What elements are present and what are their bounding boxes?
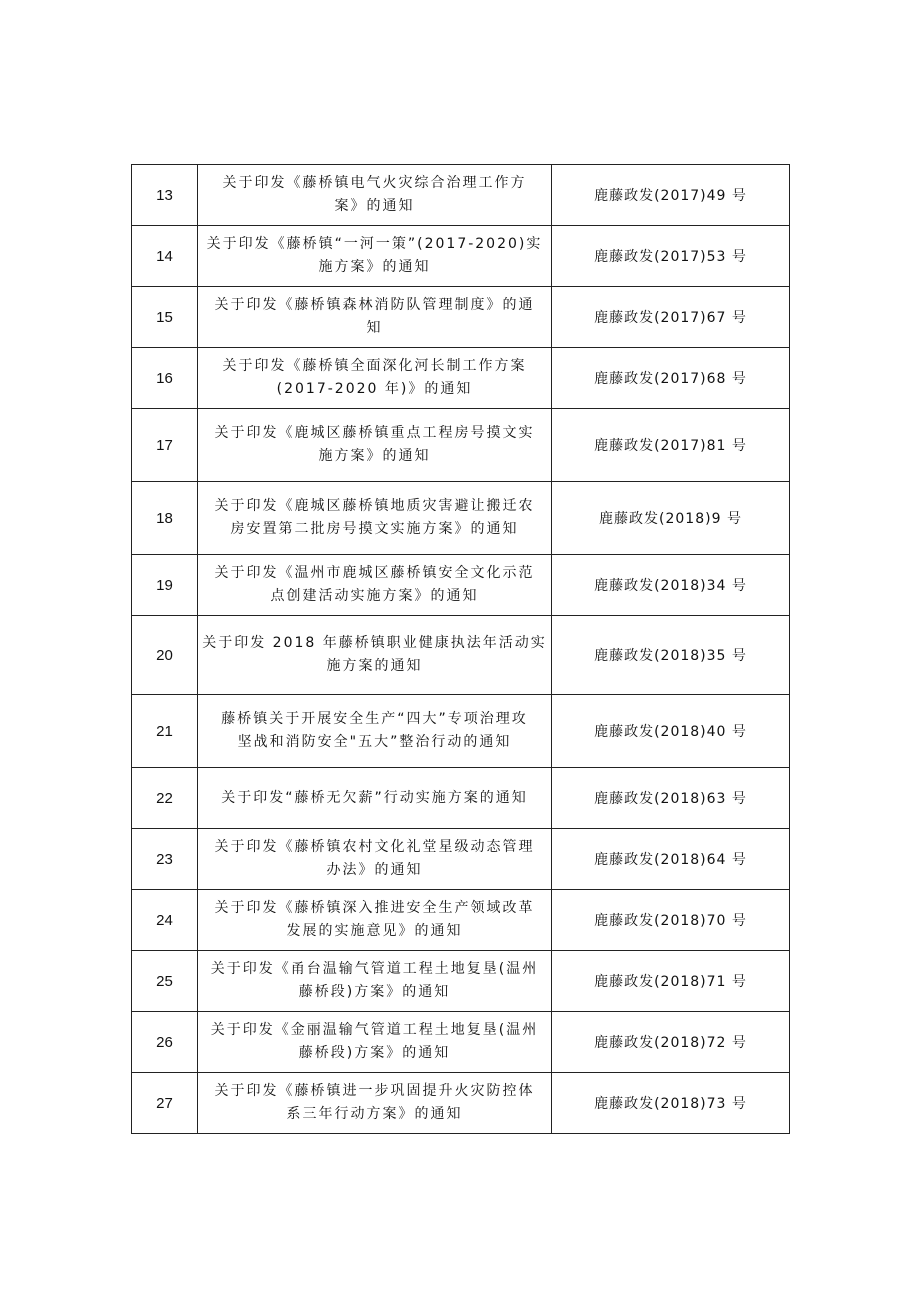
notice-title-line: 关于印发《藤桥镇电气火灾综合治理工作方 [222,175,527,191]
notice-title-line: 关于印发《藤桥镇进一步巩固提升火灾防控体 [214,1083,535,1099]
document-number: 鹿藤政发(2018)9 号 [552,482,790,555]
row-number: 21 [132,695,198,768]
table-row [132,616,790,695]
notice-title-line: 点创建活动实施方案》的通知 [270,588,479,604]
table-row [132,1073,790,1134]
row-number: 19 [132,555,198,616]
notice-title [198,482,552,555]
table-row [132,165,790,226]
notice-title-line: 施方案》的通知 [318,259,431,275]
row-number: 17 [132,409,198,482]
notice-title-line: 知 [366,320,383,336]
document-number: 鹿藤政发(2017)68 号 [552,348,790,409]
notice-title-line: 关于印发《鹿城区藤桥镇地质灾害避让搬迁农 [214,498,535,514]
row-number: 14 [132,226,198,287]
row-number: 23 [132,829,198,890]
row-number: 25 [132,951,198,1012]
notice-title-line: 系三年行动方案》的通知 [286,1106,463,1122]
notice-title-line: 关于印发《鹿城区藤桥镇重点工程房号摸文实 [214,425,535,441]
notice-title-line: 关于印发 2018 年藤桥镇职业健康执法年活动实 [202,635,547,651]
notice-title-line: 办法》的通知 [326,862,423,878]
notice-title [198,890,552,951]
document-table [131,164,790,1134]
table-body [132,165,790,1134]
notice-title-line: (2017-2020 年)》的通知 [276,381,473,397]
document-number: 鹿藤政发(2018)63 号 [552,768,790,829]
notice-title-line: 关于印发《藤桥镇森林消防队管理制度》的通 [214,297,535,313]
notice-title [198,287,552,348]
row-number: 16 [132,348,198,409]
row-number: 18 [132,482,198,555]
notice-title-line: 施方案的通知 [326,658,423,674]
document-number: 鹿藤政发(2018)70 号 [552,890,790,951]
document-number: 鹿藤政发(2017)49 号 [552,165,790,226]
notice-title [198,768,552,829]
row-number: 20 [132,616,198,695]
document-number: 鹿藤政发(2018)71 号 [552,951,790,1012]
document-number: 鹿藤政发(2018)34 号 [552,555,790,616]
table-row [132,226,790,287]
document-number: 鹿藤政发(2017)67 号 [552,287,790,348]
table-row [132,555,790,616]
table-row [132,482,790,555]
notice-title-line: 关于印发《藤桥镇农村文化礼堂星级动态管理 [214,839,535,855]
table-row [132,768,790,829]
notice-title-line: 关于印发《藤桥镇全面深化河长制工作方案 [222,358,527,374]
notice-title-line: 关于印发《藤桥镇“一河一策”(2017-2020)实 [206,236,543,252]
document-number: 鹿藤政发(2018)73 号 [552,1073,790,1134]
notice-title [198,226,552,287]
notice-title [198,348,552,409]
table-row [132,890,790,951]
notice-title-line: 藤桥段)方案》的通知 [298,1045,451,1061]
table-row [132,287,790,348]
notice-title [198,695,552,768]
notice-title [198,616,552,695]
notice-title [198,555,552,616]
row-number: 26 [132,1012,198,1073]
notice-title [198,165,552,226]
notice-title-line: 关于印发“藤桥无欠薪”行动实施方案的通知 [221,789,528,806]
notice-title-line: 坚战和消防安全"五大”整治行动的通知 [237,734,512,750]
table-row [132,829,790,890]
notice-title [198,1012,552,1073]
notice-title [198,829,552,890]
table-row [132,695,790,768]
table-row [132,409,790,482]
notice-title [198,951,552,1012]
document-number: 鹿藤政发(2018)64 号 [552,829,790,890]
row-number: 24 [132,890,198,951]
document-number: 鹿藤政发(2018)72 号 [552,1012,790,1073]
notice-title-line: 藤桥镇关于开展安全生产“四大”专项治理攻 [221,711,528,727]
notice-title-line: 发展的实施意见》的通知 [286,923,463,939]
document-number: 鹿藤政发(2018)35 号 [552,616,790,695]
notice-title-line: 关于印发《金丽温输气管道工程土地复垦(温州 [210,1022,539,1038]
notice-title-line: 案》的通知 [334,198,415,214]
row-number: 27 [132,1073,198,1134]
table-row [132,1012,790,1073]
row-number: 22 [132,768,198,829]
notice-title-line: 房安置第二批房号摸文实施方案》的通知 [230,521,519,537]
notice-title-line: 关于印发《温州市鹿城区藤桥镇安全文化示范 [214,565,535,581]
document-number: 鹿藤政发(2017)53 号 [552,226,790,287]
notice-title-line: 藤桥段)方案》的通知 [298,984,451,1000]
notice-title-line: 施方案》的通知 [318,448,431,464]
table-row [132,951,790,1012]
notice-title-line: 关于印发《甬台温输气管道工程土地复垦(温州 [210,961,539,977]
notice-title-line: 关于印发《藤桥镇深入推进安全生产领域改革 [214,900,535,916]
row-number: 15 [132,287,198,348]
document-number: 鹿藤政发(2018)40 号 [552,695,790,768]
table-row [132,348,790,409]
row-number: 13 [132,165,198,226]
notice-title [198,409,552,482]
document-number: 鹿藤政发(2017)81 号 [552,409,790,482]
notice-title [198,1073,552,1134]
